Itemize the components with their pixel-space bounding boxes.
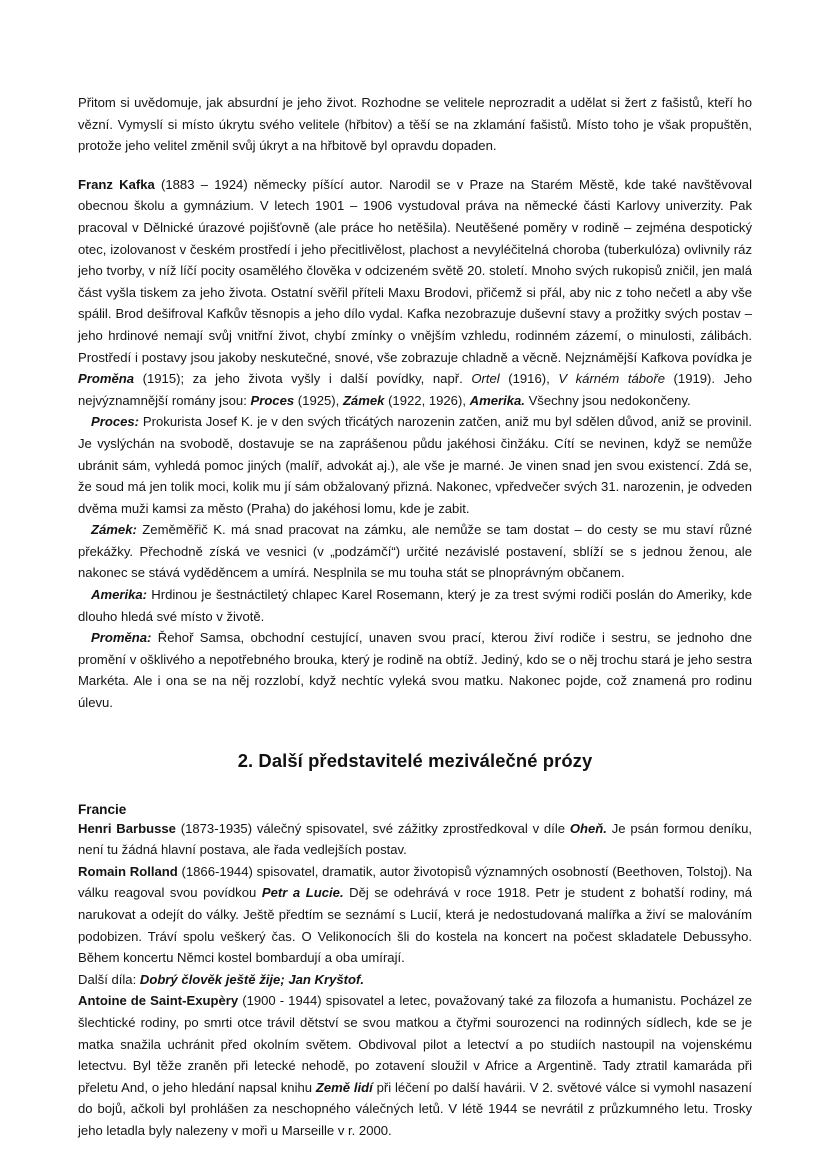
work-summary-title: Zámek:	[91, 522, 137, 538]
work-ortel: Ortel	[471, 371, 500, 387]
work-summary-text: Hrdinou je šestnáctiletý chlapec Karel Rosemann, který je za trest svými rodiči poslán do Ameriky, kde dlouho hledá své místo v životě.	[78, 587, 752, 624]
work-promena: Proměna	[78, 371, 135, 387]
work-v-karnem-tabore: V kárném táboře	[558, 371, 665, 387]
further-works-label: Další díla:	[78, 971, 140, 987]
work-summary-title: Proces:	[91, 414, 140, 430]
country-heading-francie: Francie	[78, 801, 127, 817]
work-amerika: Amerika.	[469, 392, 525, 408]
intro-text: Přitom si uvědomuje, jak absurdní je jeho život. Rozhodne se velitele neprozradit a udělat si žert z fašistů, kteří ho vězní. Vymyslí si místo úkrytu svého velitele (hřbitov) a těší se na zklamání fašistů. Místo toho je však propuštěn, protože jeho velitel změnil svůj úkryt a na hřbitově byl opravdu dopaden.	[78, 95, 752, 154]
author-name-rolland: Romain Rolland	[78, 863, 178, 879]
barbusse-body-2: Je psán formou deníku, není tu žádná hlavní postava, ale řada vedlejších postav.	[78, 820, 752, 858]
kafka-body-7: Všechny jsou nedokončeny.	[524, 392, 691, 408]
kafka-body-6: (1922, 1926),	[384, 392, 470, 408]
author-name-barbusse: Henri Barbusse	[78, 820, 176, 836]
rolland-further-works	[78, 969, 752, 991]
intro-paragraph	[78, 92, 752, 157]
document-body	[78, 92, 752, 1142]
kafka-body-4: (1919). Jeho nejvýznamnější romány jsou:	[78, 371, 753, 408]
author-block-exupery	[78, 990, 752, 1141]
kafka-paragraph	[78, 174, 752, 412]
rolland-body-1: (1866-1944) spisovatel, dramatik, autor životopisů významných osobností (Beethoven, Tolstoj). Na válku reagoval svou povídkou	[78, 863, 752, 901]
kafka-body-2: (1915); za jeho života vyšly i další povídky, např.	[134, 371, 472, 387]
kafka-body-3: (1916),	[499, 371, 559, 387]
work-summary-text: Řehoř Samsa, obchodní cestující, unaven svou prací, kterou živí rodiče i sestru, se jednoho dne promění v ošklivého a nepotřebného brouka, který je rodině na obtíž. Jediný, kdo se o něj trochu stará je jeho sestra Markéta. Ale i ona se na něj rozzlobí, když nechtíc vyleká svou matku. Nakonec pojde, což znamená pro rodinu úlevu.	[78, 630, 752, 711]
author-name-exupery: Antoine de Saint-Exupèry	[78, 993, 239, 1009]
exupery-body-2: při léčení po další havárii. V 2. světové válce si vymohl nasazení do bojů, ačkoli byl prohlášen za neschopného válečných letů. V létě 1944 se nevrátil z průzkumného letu. Trosky jeho letadla byly nalezeny v moři u Marseille v r. 2000.	[78, 1079, 752, 1138]
work-summary-zamek	[78, 519, 752, 584]
work-proces: Proces	[250, 392, 295, 408]
work-summary-title: Amerika:	[91, 587, 148, 603]
work-ohen: Oheň.	[569, 820, 607, 836]
work-zamek: Zámek	[342, 392, 385, 408]
work-summary-title: Proměna:	[91, 630, 152, 646]
kafka-author-name: Franz Kafka	[78, 176, 155, 192]
work-summary-text: Zeměměřič K. má snad pracovat na zámku, ale nemůže se tam dostat – do cesty se mu staví různé překážky. Přechodně získá ve vesnici (v „podzámčí“) určité nezávislé postavení, sblíží se s jednou ženou, ale nakonec se stává vyděděncem a umírá. Nesplnila se mu touha stát se plnoprávným občanem.	[78, 522, 752, 581]
kafka-body-1: (1883 – 1924) německy píšící autor. Narodil se v Praze na Starém Městě, kde také navštěvoval obecnou školu a gymnázium. V letech 1901 – 1906 vystudoval práva na německé části Karlovy univerzity. Pak pracoval v Dělnické úrazové pojišťovně (ale práce ho netěšila). Neutěšené poměry v rodině – zejména despotický otec, izolovanost v českém prostředí i jeho přecitlivělost, plachost a nevyléčitelná choroba (tuberkulóza) ovlivnily ráz jeho tvorby, v níž líčí pocity osamělého člověka v odcizeném světě 20. století. Mnoho svých rukopisů zničil, jen malá část vyšla tiskem za jeho života. Ostatní svěřil příteli Maxu Brodovi, přičemž si přál, aby nic z toho nečetl a aby vše spálil. Brod dešifroval Kafkův těsnopis a jeho dílo vydal. Kafka nezobrazuje duševní stavy a prožitky svých postav – jeho hrdinové nemají svůj vnitřní život, chybí zmínky o vnějším vzhledu, rodinném zázemí, o minulosti, zálibách. Prostředí i postavy jsou jakoby neskutečné, snové, vše zobrazuje chladně a věcně. Nejznámější Kafkova povídka je	[78, 176, 752, 365]
work-summary-text: Prokurista Josef K. je v den svých třicátých narozenin zatčen, aniž mu byl sdělen důvod, aniž se provinil. Je vyslýchán na svobodě, dostavuje se na zaprášenou půdu jakéhosi činžáku. Cítí se nevinen, když se nemůže ubránit sám, vyhledá pomoc jiných (malíř, advokát aj.), ale vše je marné. Je vinen snad jen svou existencí. Zdá se, že soud má jen tolik moci, kolik mu jí sám obžalovaný přizná. Nakonec, vpředvečer svých 31. narozenin, je odveden dvěma muži kamsi za město (Praha) do jakéhosi lomu, kde je zabit.	[78, 414, 752, 516]
barbusse-body-1: (1873-1935) válečný spisovatel, své zážitky zprostředkoval v díle	[175, 820, 570, 836]
work-zeme-lidi: Země lidí	[315, 1079, 373, 1095]
author-block-barbusse	[78, 818, 752, 861]
work-summary-proces	[78, 411, 752, 519]
exupery-body-1: (1900 - 1944) spisovatel a letec, považovaný také za filozofa a humanistu. Pocházel ze šlechtické rodiny, po smrti otce trávil dětství se svou matkou a čtyřmi sourozenci na rodinných sídlech, kde se je matka snažila uchránit před okolním světem. Obdivoval pilot a letectví a po studiích nastoupil na vojenskému letectvu. Byl těže zraněn při letecké nehodě, po zotavení sloužil v Africe a Argentině. Tady ztratil kamaráda při přeletu And, o jeho hledání napsal knihu	[78, 993, 752, 1095]
further-works-titles: Dobrý člověk ještě žije; Jan Kryštof.	[139, 971, 364, 987]
work-summary-amerika	[78, 584, 752, 627]
rolland-body-2: Děj se odehrává v roce 1918. Petr je student z bohatší rodiny, má narukovat a odejít do války. Ještě předtím se seznámí s Lucií, která je nedostudovaná malířka a živí se malováním podobizen. Tráví spolu veškerý čas. O Velikonocích šli do kostela na koncert na počest skladatele Debussyho. Během koncertu Němci kostel bombardují a oba umírají.	[78, 885, 752, 966]
section-heading: 2. Další představitelé meziválečné prózy	[237, 749, 593, 771]
work-summary-promena	[78, 627, 752, 713]
author-block-rolland	[78, 861, 752, 969]
work-petr-a-lucie: Petr a Lucie.	[261, 885, 344, 901]
kafka-body-5: (1925),	[294, 392, 343, 408]
